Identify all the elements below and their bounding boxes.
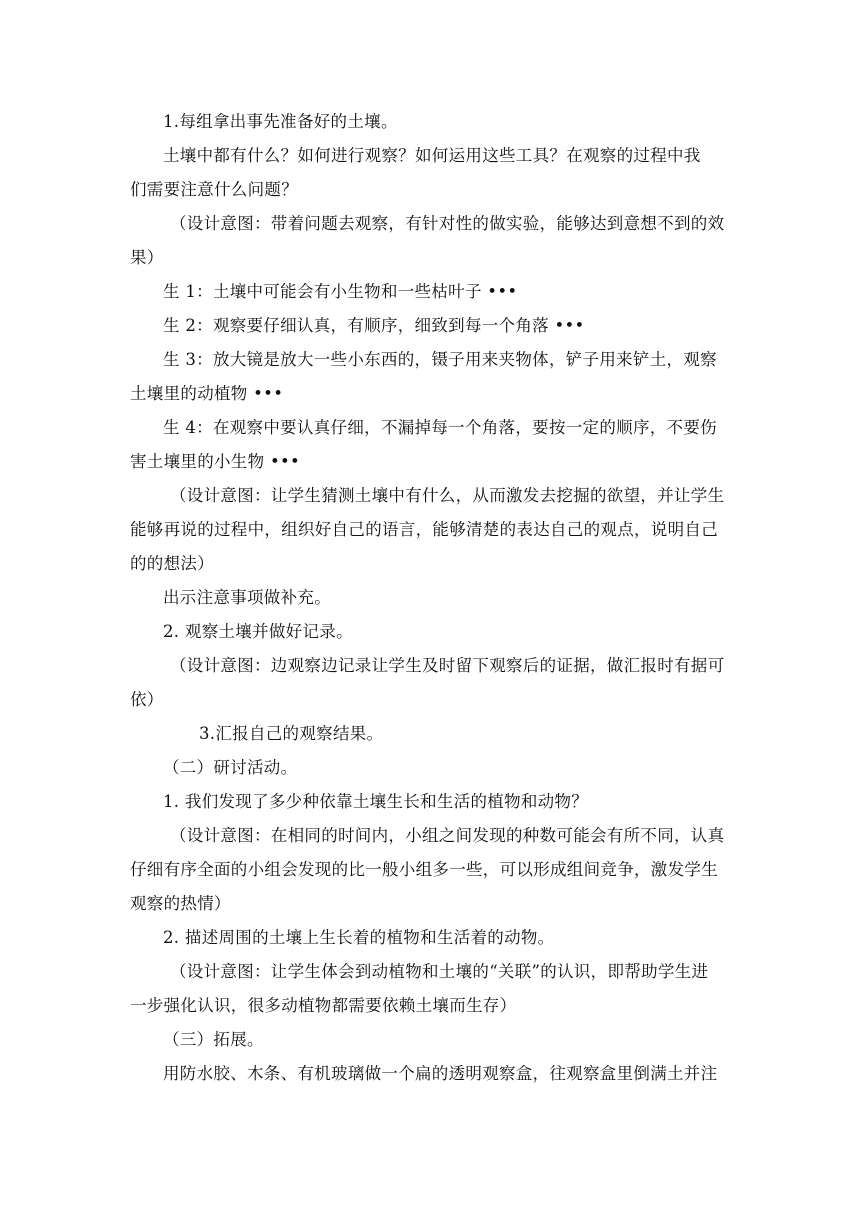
design-intent-4-line-2: 仔细有序全面的小组会发现的比一般小组多一些，可以形成组间竞争，激发学生 — [130, 860, 718, 879]
design-intent-2-line-2: 能够再说的过程中，组织好自己的语言，能够清楚的表达自己的观点，说明自己 — [130, 520, 718, 539]
student-4-answer-line-2: 害土壤里的小生物 ••• — [130, 452, 301, 471]
discussion-question-1: 1. 我们发现了多少种依靠土壤生长和生活的植物和动物？ — [163, 792, 589, 811]
design-intent-1-line-2: 果） — [130, 248, 164, 267]
design-intent-4-line-3: 观察的热情） — [130, 894, 231, 913]
student-3-answer-line-1: 生 3：放大镜是放大一些小东西的，镊子用来夹物体，铲子用来铲土，观察 — [163, 350, 717, 369]
design-intent-5-line-2: 一步强化认识，很多动植物都需要依赖土壤而生存） — [130, 996, 517, 1015]
design-intent-5-line-1: （设计意图：让学生体会到动植物和土壤的“关联”的认识，即帮助学生进 — [170, 962, 709, 981]
section-3-heading: （三）拓展。 — [163, 1030, 264, 1049]
design-intent-2-line-3: 的的想法） — [130, 554, 214, 573]
step-1-prepare-soil: 1.每组拿出事先准备好的土壤。 — [163, 112, 398, 131]
student-1-answer: 生 1：土壤中可能会有小生物和一些枯叶子 ••• — [163, 282, 518, 301]
design-intent-3-line-1: （设计意图：边观察边记录让学生及时留下观察后的证据，做汇报时有据可 — [170, 656, 725, 675]
show-precautions: 出示注意事项做补充。 — [163, 588, 331, 607]
student-3-answer-line-2: 土壤里的动植物 ••• — [130, 384, 284, 403]
design-intent-4-line-1: （设计意图：在相同的时间内，小组之间发现的种数可能会有所不同，认真 — [170, 826, 725, 845]
section-2-heading: （二）研讨活动。 — [163, 758, 298, 777]
question-line-1: 土壤中都有什么？如何进行观察？如何运用这些工具？在观察的过程中我 — [163, 146, 701, 165]
design-intent-3-line-2: 依） — [130, 690, 164, 709]
question-line-2: 们需要注意什么问题？ — [130, 180, 298, 199]
step-2-observe-record: 2. 观察土壤并做好记录。 — [163, 622, 353, 641]
discussion-question-2: 2. 描述周围的土壤上生长着的植物和生活着的动物。 — [163, 928, 555, 947]
student-2-answer: 生 2：观察要仔细认真，有顺序，细致到每一个角落 ••• — [163, 316, 585, 335]
extension-activity-line-1: 用防水胶、木条、有机玻璃做一个扁的透明观察盒，往观察盒里倒满土并注 — [163, 1064, 718, 1083]
step-3-report-results: 3.汇报自己的观察结果。 — [199, 724, 384, 743]
design-intent-1-line-1: （设计意图：带着问题去观察，有针对性的做实验，能够达到意想不到的效 — [170, 214, 725, 233]
design-intent-2-line-1: （设计意图：让学生猜测土壤中有什么，从而激发去挖掘的欲望，并让学生 — [170, 486, 725, 505]
student-4-answer-line-1: 生 4：在观察中要认真仔细，不漏掉每一个角落，要按一定的顺序，不要伤 — [163, 418, 717, 437]
